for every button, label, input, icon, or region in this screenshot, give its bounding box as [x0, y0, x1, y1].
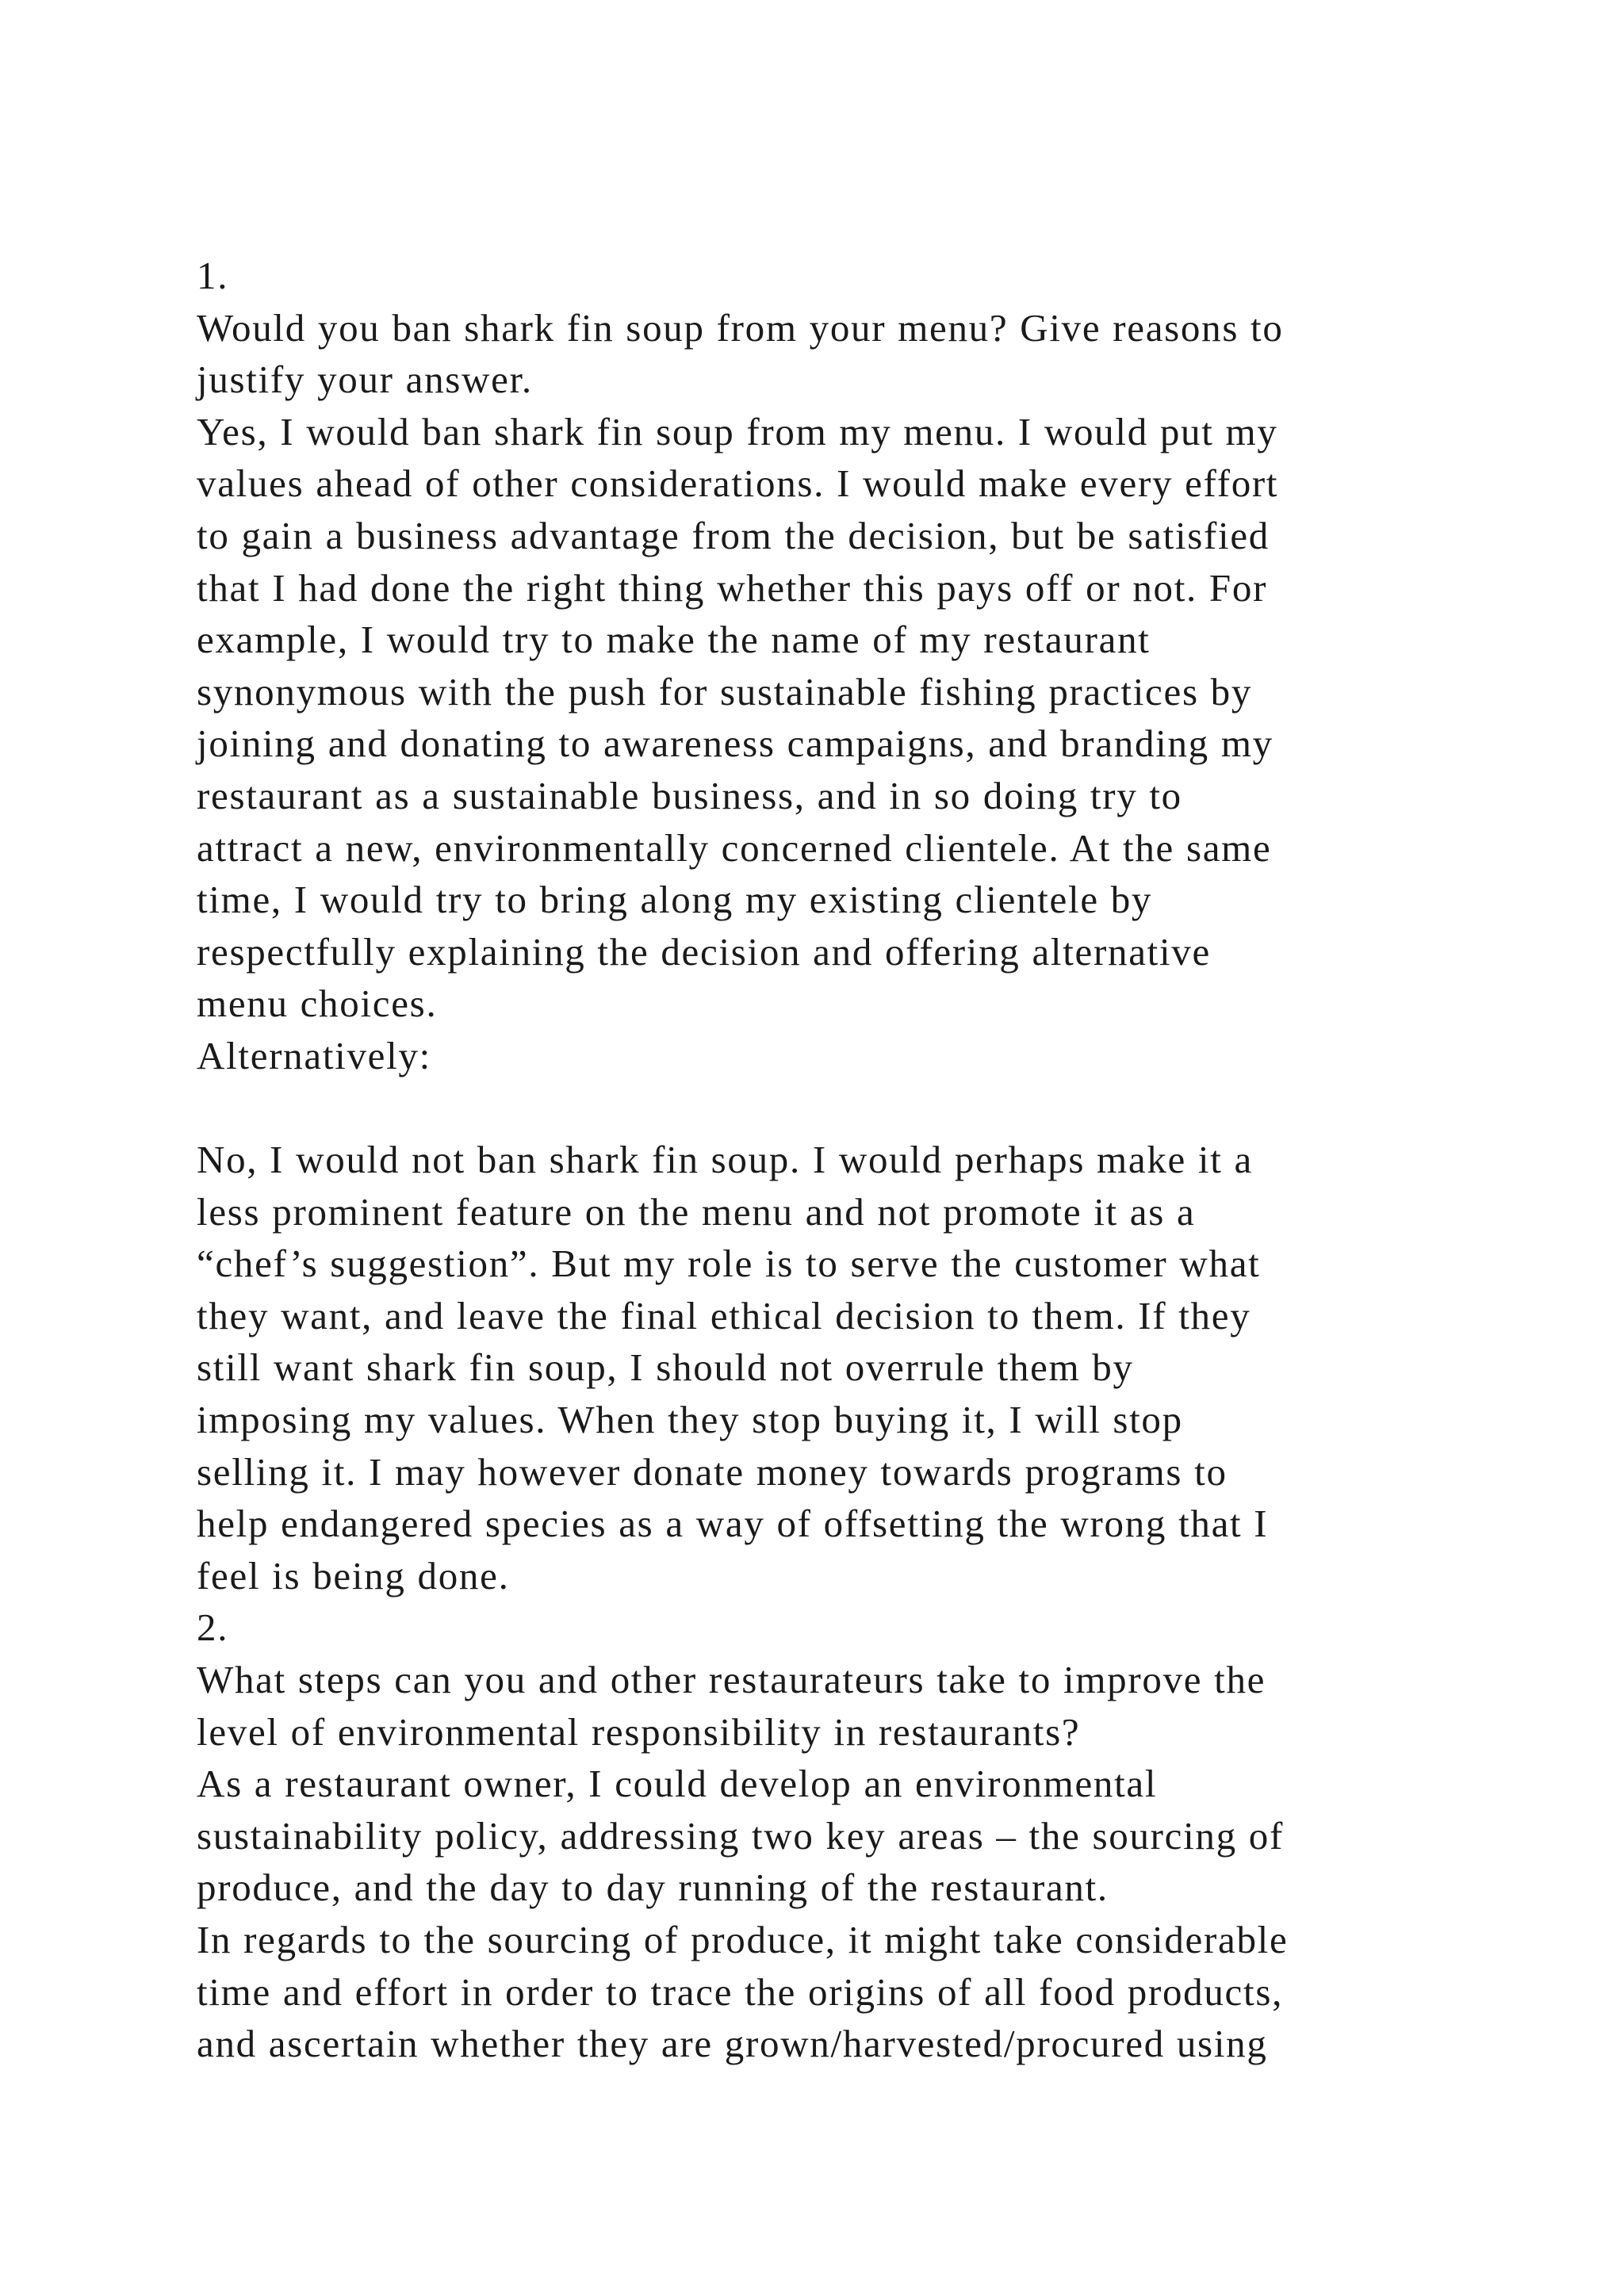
answer-text-line: time, I would try to bring along my existing clientele by [197, 878, 1153, 922]
alternative-heading: Alternatively: [197, 1033, 431, 1077]
answer-text-line: feel is being done. [197, 1553, 510, 1598]
answer-text-line: attract a new, environmentally concerned clientele. At the same [197, 825, 1272, 870]
answer-text-line: joining and donating to awareness campaigns, and branding my [197, 721, 1274, 766]
answer-text-line: respectfully explaining the decision and offering alternative [197, 929, 1211, 974]
answer-text-line: example, I would try to make the name of my restaurant [197, 618, 1151, 662]
question-text-line: justify your answer. [197, 358, 533, 402]
answer-text-line: sustainability policy, addressing two key areas – the sourcing of [197, 1813, 1284, 1858]
answer-text-line: As a restaurant owner, I could develop an environmental [197, 1762, 1158, 1806]
document-body [197, 250, 1497, 2070]
answer-text-line: time and effort in order to trace the origins of all food products, [197, 1969, 1284, 2014]
answer-text-line: menu choices. [197, 982, 438, 1026]
answer-text-line: No, I would not ban shark fin soup. I would perhaps make it a [197, 1138, 1253, 1182]
question-number: 2. [197, 1605, 229, 1650]
answer-text-line: to gain a business advantage from the decision, but be satisfied [197, 513, 1270, 557]
answer-text-line: still want shark fin soup, I should not overrule them by [197, 1345, 1134, 1390]
answer-text-line: restaurant as a sustainable business, and in so doing try to [197, 773, 1182, 817]
blank-line [197, 1082, 1497, 1135]
question-text-line: Would you ban shark fin soup from your menu? Give reasons to [197, 305, 1284, 350]
question-text-line: level of environmental responsibility in restaurants? [197, 1709, 1081, 1754]
answer-text-line: help endangered species as a way of offsetting the wrong that I [197, 1502, 1269, 1546]
answer-text-line: produce, and the day to day running of the restaurant. [197, 1866, 1109, 1910]
question-number: 1. [197, 254, 229, 297]
answer-text-line: and ascertain whether they are grown/harvested/procured using [197, 2022, 1268, 2066]
answer-text-line: synonymous with the push for sustainable fishing practices by [197, 669, 1253, 714]
answer-text-line: less prominent feature on the menu and not promote it as a [197, 1189, 1196, 1234]
answer-text-line: that I had done the right thing whether this pays off or not. For [197, 565, 1268, 610]
answer-text-line: values ahead of other considerations. I would make every effort [197, 461, 1279, 506]
answer-text-line: Yes, I would ban shark fin soup from my menu. I would put my [197, 409, 1278, 453]
question-text-line: What steps can you and other restaurateurs take to improve the [197, 1658, 1266, 1702]
answer-text-line: “chef’s suggestion”. But my role is to serve the customer what [197, 1242, 1261, 1286]
answer-text-line: In regards to the sourcing of produce, it might take considerable [197, 1918, 1289, 1961]
answer-text-line: they want, and leave the final ethical decision to them. If they [197, 1293, 1251, 1337]
answer-text-line: imposing my values. When they stop buying it, I will stop [197, 1398, 1183, 1442]
answer-text-line: selling it. I may however donate money towards programs to [197, 1449, 1228, 1494]
